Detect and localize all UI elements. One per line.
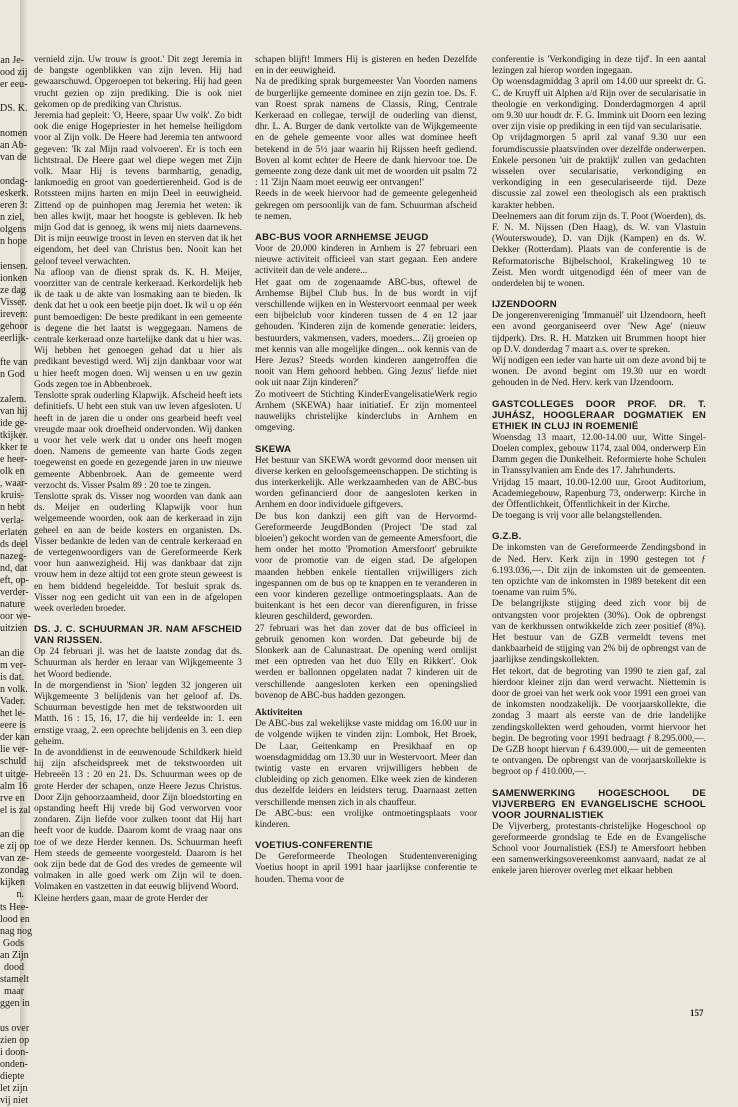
column-2 (255, 55, 477, 886)
cropped-line: eerlijk- (0, 333, 29, 345)
cropped-line: ondag- (0, 175, 28, 187)
cropped-line: eskerk. (0, 188, 29, 200)
cropped-line: oor we- (0, 611, 31, 623)
paragraph: Tenslotte sprak ds. Visser nog woorden van dank aan ds. Meijer en ouderling Klapwijk voor hun welgemeende woorden, ook aan de kerkeraad in zijn geheel en aan de beide kosters en organisten. Ds. Visser bedankte de leden van de centrale kerkeraad en de vertegenwoordigers van de Gereformeerde Kerk voor hun aanwezigheid. Hij was dankbaar dat zijn vrouw hem in deze altijd tot een grote steun geweest is en hem biddend begeleidde. Tot besluit sprak ds. Visser nog een gedicht uit van een in de afgelopen week overleden broeder. (34, 491, 242, 614)
paragraph: Het gaat om de zogenaamde ABC-bus, oftewel de Arnhemse Bijbel Club bus. In de bus wordt in vijf verschillende wijken en in Westervoort eenmaal per week een bijbelclub voor kinderen tussen de 4 en 12 jaar gehouden. 'Kinderen zijn de komende generatie: leiders, bestuurders, vakmensen, vaders, moeders... Zij groeien op met kennis van alle mogelijke dingen... ook kennis van de Here Jezus? Steeds worden kinderen aangetroffen die nooit van Hem gehoord hebben. Ging Jezus' liefde niet ook uit naar Zijn kinderen?' (255, 277, 477, 389)
cropped-line (0, 636, 24, 648)
cropped-line: us over (0, 1022, 30, 1034)
cropped-line: rve en (0, 792, 25, 804)
cropped-line: i doon- (0, 1046, 29, 1058)
cropped-line: kijken (0, 877, 25, 889)
section-heading: SKEWA (255, 443, 292, 455)
cropped-line: olgens (0, 224, 27, 236)
cropped-line: , waar- (0, 478, 28, 490)
paragraph: De jongerenvereniging 'Immanuël' uit IJzendoorn, heeft een avond georganiseerd over 'New Age' (nieuw tijdperk). Drs. R. H. Matzken uit Brummen hoopt hier op D.V. donderdag 7 maart a.s. over te spreken. (492, 311, 706, 355)
cropped-line: eft, op- (0, 575, 29, 587)
cropped-line: kker te (0, 442, 28, 453)
page-number: 157 (690, 1008, 704, 1018)
paragraph: 27 februari was het dan zover dat de bus officieel in gebruik genomen kon worden. Dat gebeurde bij de Slonkerk aan de Calunastraat. De opening werd omlijst met een optreden van het duo 'Elly en Rikkert'. Ook werden er ballonnen opgelaten nadat 7 kinderen uit de verschillende aangesloten kerken een openingslied bovenop de ABC-bus hadden gezongen. (255, 623, 477, 701)
paragraph: Op 24 februari jl. was het de laatste zondag dat ds. Schuurman als herder en leraar van Wijkgemeente 3 het Woord bediende. (34, 647, 242, 680)
cropped-line: zalem. (0, 393, 27, 405)
cropped-line: e heer- (0, 454, 28, 466)
section-heading: SAMENWERKING HOGESCHOOL DE VIJVERBERG EN EVANGELISCHE SCHOOL VOOR JOURNALISTIEK (492, 787, 706, 821)
paragraph: Voor de 20.000 kinderen in Arnhem is 27 februari een nieuwe activiteit officieel van start gegaan. Een andere activiteit dan de vele andere... (255, 244, 477, 277)
cropped-line (0, 91, 24, 103)
cropped-line (0, 164, 24, 176)
cropped-line: n God (0, 369, 25, 381)
cropped-line: an die (0, 647, 25, 659)
paragraph: Jeremia had gepleit: 'O, Heere, spaar Uw volk'. Zo bidt ook die enige Hogepriester in het hemelse heiligdom voor al Zijn volk. De Heere had Jeremia ten antwoord gegeven: 'Ik zal Mijn raad volvoeren'. Er is toch een lichtstraal. De Heere gaat wel diepe wegen met Zijn volk. Maar Hij is tevens barmhartig, genadig, lankmoedig en groot van goedertierenheid. God is de Rotssteen mijns harten en mijn Deel in eeuwigheid. Zittend op de puinhopen mag Jeremia het weten: ik ben alles kwijt, maar het hoogste is gebleven. Ik heb mijn God dat is genoeg, ik wens mij niets daarnevens. Dit is mijn eeuwige troost in leven en sterven dat ik het eigendom, het deel van Christus ben. Nooit kan het geloof teveel verwachten. (34, 111, 242, 267)
section-heading: G.Z.B. (492, 531, 522, 543)
cropped-line: van de (0, 151, 27, 163)
cropped-line: zondag (0, 865, 29, 877)
paragraph: De belangrijkste stijging deed zich voor bij de ontvangsten voor projekten (30%). Ook de opbrengst van de kerkhussen ontwikkelde zich zeer positief (8%). Het bestuur van de GZB vermeldt tevens met dankbaarheid de stijging van 2% bij de opbrengst van de jaarlijkse zendingskollekten. (492, 599, 706, 666)
cropped-line: let zijn (0, 1082, 28, 1094)
cropped-line: n. (16, 889, 24, 901)
cropped-line: alm 16 (0, 780, 28, 792)
cropped-line: dood (4, 962, 24, 974)
cropped-line: ts Hee- (0, 901, 29, 913)
paragraph: Vrijdag 15 maart, 10.00-12.00 uur, Groot Auditorium, Academiegebouw, Rapenburg 73, onderwerp: Kirche in der Öffentlichkeit, Öffentlichkeit in der Kirche. (492, 477, 706, 510)
paragraph: Reeds in de week hiervoor had de gemeente gelegenheid gekregen om persoonlijk van de fam. Schuurman afscheid te nemen. (255, 189, 477, 222)
cropped-line: diepte (0, 1070, 25, 1082)
paragraph: conferentie is 'Verkondiging in deze tijd'. In een aantal lezingen zal hierop worden ingegaan. (492, 55, 706, 77)
paragraph: In de morgendienst in 'Sion' legden 32 jongeren uit Wijkgemeente 3 belijdenis van het geloof af. Ds. Schuurman bevestigde hen met de tekstwoorden uit Matth. 16 : 15, 16, 17, die hij verdeelde in: 1. een ernstige vraag, 2. een oprechte belijdenis en 3. een diep geheim. (34, 680, 242, 747)
cropped-line (0, 345, 24, 357)
cropped-line: nature (0, 599, 25, 611)
column-1 (34, 55, 242, 905)
cropped-line: an die (0, 829, 25, 840)
section-heading: IJZENDOORN (492, 299, 557, 311)
cropped-line: uitzien (0, 623, 28, 635)
cropped-line: e zij op (0, 841, 30, 853)
cropped-line: vij niet (0, 1095, 29, 1107)
cropped-line: Visser. (0, 296, 27, 308)
cropped-line: is dat. (0, 671, 24, 683)
cropped-line: onden- (0, 1058, 28, 1070)
cropped-line: ood zij (0, 67, 28, 79)
subheading: Aktiviteiten (255, 707, 303, 718)
cropped-line: nomen (0, 127, 28, 139)
cropped-line: ggen in (0, 998, 30, 1010)
cropped-line: lie ver- (0, 744, 29, 756)
cropped-line: DS. K. (0, 103, 28, 115)
cropped-line: gehoor (0, 321, 28, 333)
section-heading: ABC-BUS VOOR ARNHEMSE JEUGD (255, 232, 429, 244)
paragraph: Woensdag 13 maart, 12.00-14.00 uur, Witte Singel-Doelen complex, gebouw 1174, zaal 004, onderwerp Ein Damm gegen die Dunkelheit. Reformierte hohe Schulen in Transsylvanien am Ende des 17. Jahrhunderts. (492, 432, 706, 477)
section-heading: DS. J. C. SCHUURMAN JR. NAM AFSCHEID VAN RIJSSEN. (34, 624, 242, 647)
previous-page-cropped-column (0, 55, 32, 1107)
cropped-line: olk en (0, 466, 25, 478)
paragraph: De ABC-bus: een vrolijke ontmoetingsplaats voor kinderen. (255, 808, 477, 830)
paragraph: Kleine herders gaan, maar de grote Herder der (34, 893, 208, 904)
paragraph: De inkomsten van de Gereformeerde Zendingsbond in de Ned. Herv. Kerk zijn in 1990 gestegen tot ƒ 6.193.036,—. Dit zijn de inkomsten uit de gemeenten. ten opzichte van de inkomsten in 1989 betekent dit een toename van ruim 5%. (492, 543, 706, 599)
cropped-line: lood en (0, 913, 30, 925)
cropped-line: an Zijn (0, 949, 29, 961)
cropped-line: verder- (0, 587, 29, 599)
paragraph: Deelnemers aan dit forum zijn ds. T. Poot (Woerden), ds. F. N. M. Nijssen (Den Haag), ds. W. van Vlastuin (Wouterswoude), D. van Dijk (Kampen) en ds. W. Dekker (Rotterdam). Plaats van de conferentie is de Reformatorische Bijbelschool, Krakelingweg 10 te Zeist. Men wordt uitgenodigd één of meer van de onderdelen bij te wonen. (492, 211, 706, 290)
paragraph: Na de prediking sprak burgemeester Van Voorden namens de burgerlijke gemeente dominee en zijn gezin toe. Ds. F. van Roest sprak namens de Classis, Ring, Centrale Kerkeraad en collegae, terwijl de ouderling van dienst, dhr. L. A. Burger de dank vertolkte van de Wijkgemeente en de gehele gemeente voor alles wat dominee heeft betekend in de 5½ jaar waarin hij Rijssen heeft gediend. Boven al komt echter de Heere de dank hiervoor toe. De gemeente zong deze dank uit met de woorden uit psalm 72 : 11 'Zijn Naam moet eeuwig eer ontvangen!' (255, 77, 477, 189)
paragraph: Het bestuur van SKEWA wordt gevormd door mensen uit diverse kerken en geloofsgemeenschappen. De stichting is dus interkerkelijk. Alle werkzaamheden van de ABC-bus worden gefinancierd door de aangesloten kerken in Arnhem en door individuele giftgevers. (255, 455, 477, 511)
cropped-line: ireven: (0, 308, 28, 320)
cropped-line: t uitge- (0, 768, 29, 780)
paragraph: vernield zijn. Uw trouw is groot.' Dit zegt Jeremia in de bangste ogenblikken van zijn leven. Hij had gewaarschuwd. Opgeroepen tot bekering. Hij had geen vrucht gezien op zijn prediking. Die is ook niet gekomen op de prediking van Christus. (34, 55, 242, 110)
cropped-line: n hope (0, 236, 27, 248)
paragraph: Wij nodigen een ieder van harte uit om deze avond bij te wonen. De avond begint om 19.30 uur en wordt gehouden in de Ned. Herv. kerk van IJzendoorn. (492, 356, 706, 389)
cropped-line: an Je- (0, 55, 24, 66)
cropped-line: ds deel (0, 538, 29, 550)
column-3 (492, 55, 706, 878)
cropped-line (0, 382, 24, 394)
paragraph: schapen blijft! Immers Hij is gisteren en heden Dezelfde en in der eeuwigheid. (255, 55, 477, 77)
cropped-line: kruis- (0, 490, 24, 502)
paragraph: In de avonddienst in de eeuwenoude Schildkerk hield hij zijn afscheidspreek met de tekstwoorden uit Hebreeën 13 : 20 en 21. Ds. Schuurman wees op de grote Herder der schapen, onze Heere Jezus Christus. Door Zijn gehoorzaamheid, door Zijn bloedstorting en opstanding heeft Hij vrede bij God verworven voor zondaren. Zijn liefde voor zulken toont dat Hij hart heeft voor de kudde. Daarom komt de vraag naar ons toe of we deze Herder kennen. Ds. Schuurman heeft Hem steeds de gemeente voorgesteld. Daarom is het ook zijn bede dat de God des vredes de gemeente wil volmaken in alle goed werk om Zijn wil te doen. Volmaken en vastzetten in dat eeuwig blijvend Woord. (34, 747, 242, 893)
paragraph: Op woensdagmiddag 3 april om 14.00 uur spreekt dr. G. C. de Kruyff uit Alphen a/d Rijn over de secularisatie in theologie en verkondiging. Donderdagmorgen 4 april om 9.30 uur houdt dr. F. G. Immink uit Doorn een lezing over zijn visie op prediking in een tijd van secularisatie. (492, 77, 706, 133)
cropped-line: nazeg- (0, 550, 27, 562)
cropped-line: eere is (0, 720, 26, 732)
cropped-line: er eeu- (0, 79, 28, 91)
cropped-line: iensen. (0, 260, 29, 272)
paragraph: Na afloop van de dienst sprak ds. K. H. Meijer, voorzitter van de centrale kerkeraad. Kerkordelijk heb ik de taak u de akte van losmaking aan te bieden. Ik denk dat het u ook een beetje pijn doet. Ik wil u op één punt bemoedigen: De beste predikant in een gemeente is degene die het laatst is weggegaan. Namens de centrale kerkeraad onze hartelijke dank dat u hier was. Wij hebben het genoegen gehad dat u hier als predikant bevestigd werd. Wij zijn dankbaar voor wat u hier heeft mogen doen. Wij wensen u en uw gezin Gods zegen toe in Abbenbroek. (34, 267, 242, 390)
paragraph: De bus kon dankzij een gift van de Hervormd-Gereformeerde JeugdBonden (Project 'De stad zal bloeien') gekocht worden van de gemeente Amersfoort, die hem onder het motto 'Promotion Amersfoort' gebruikte voor de promotie van de eigen stad. De afgelopen maanden hebben enkele tientallen vrijwilligers zich ingespannen om de bus op te knappen en te veranderen in een voor kinderen gezellige ontmoetingsplaats. Aan de buitenkant is het een decor van dierenfiguren, in frisse kleuren geschilderd, geworden. (255, 511, 477, 623)
section-heading: GASTCOLLEGES DOOR PROF. DR. T. JUHÁSZ, HOOGLERAAR DOGMATIEK EN ETHIEK IN CLUJ IN ROEMENIË (492, 398, 706, 432)
cropped-line: nd, dat (0, 562, 28, 574)
cropped-line: schuld (0, 756, 27, 768)
cropped-line (0, 115, 24, 127)
paragraph: De Vijverberg, protestants-christelijke Hogeschool op gereformeerde grondslag te Ede en de Evangelische School voor Journalistiek (ESJ) te Amersfoort hebben een samenwerkingsovereenkomst aanvaard, nadat ze al enkele jaren hierover overleg met elkaar hebben (492, 821, 706, 877)
cropped-line: verla- (0, 514, 24, 526)
section-heading: VOETIUS-CONFERENTIE (255, 840, 373, 852)
cropped-line: m ver- (0, 659, 27, 671)
paragraph: Op vrijdagmorgen 5 april zal vanaf 9.30 uur een forumdiscussie plaatsvinden over dezelfde onderwerpen. Enkele personen 'uit de praktijk' zullen van gedachten wisselen over secularisatie, verkondiging en verkondiging in een geseculariseerde tijd. Deze discussie zal zowel een theologisch als een praktisch karakter hebben. (492, 133, 706, 211)
cropped-line (0, 249, 24, 261)
cropped-line: an Ab- (0, 139, 27, 151)
paragraph: Het tekort, dat de begroting van 1990 te zien gaf, zal hierdoor kleiner zijn dan werd verwacht. Niettemin is door de groei van het werk ook voor 1991 een groei van de inkomsten noodzakelijk. De voorjaarskollekte, die zondag 3 maart als eerste van de drie landelijke zendingskollekten werd gehouden, vormt hiervoor het begin. De begroting voor 1991 bedraagt ƒ 8.295.000,—. De GZB hoopt hiervan ƒ 6.439.000,— uit de gemeenten te ontvangen. De opbrengst van de voorjaarskollekte is begroot op ƒ 410.000,—. (492, 666, 706, 778)
cropped-line: maar (4, 986, 24, 998)
paragraph: Tenslotte sprak ouderling Klapwijk. Afscheid heeft iets definitiefs. U hebt een stuk van uw leven afgesloten. U heeft in de jaren die u onder ons gearbeid heeft veel vreugde maar ook droefheid ondervonden. Wij danken u voor het vele werk dat u onder ons heeft mogen doen. Namens de gemeente van harte Gods zegen toegewenst en goede en gezegende jaren in uw nieuwe gemeente Abbenbroek. Aan de gemeente werd verzocht ds. Visser Psalm 89 : 20 toe te zingen. (34, 391, 242, 491)
cropped-line: ide ge- (0, 417, 28, 429)
cropped-line: n ziel, (0, 212, 25, 224)
cropped-line: het le- (0, 708, 26, 720)
paragraph: Zo motiveert de Stichting KinderEvangelisatieWerk regio Arnhem (SKEWA) haar initiatief. Er zijn momenteel nauwelijks christelijke kinderclubs in Arnhem en omgeving. (255, 389, 477, 434)
cropped-line: n volk. (0, 683, 28, 695)
cropped-line (0, 1010, 24, 1022)
cropped-line: eren 3: (0, 200, 28, 212)
cropped-line: van ze- (0, 853, 30, 865)
cropped-line: fte van (0, 357, 28, 369)
cropped-line: stamelt (0, 974, 29, 986)
cropped-line: ze dag (0, 284, 26, 296)
cropped-line: Vader. (0, 695, 26, 707)
cropped-line: ionken (0, 272, 28, 284)
cropped-line: der kan (0, 732, 30, 744)
cropped-line: Gods (2, 937, 24, 949)
cropped-line: nag nog (0, 925, 32, 937)
paragraph: De Gereformeerde Theologen Studentenvereniging Voetius hoopt in april 1991 haar jaarlijkse conferentie te houden. Thema voor de (255, 852, 477, 885)
cropped-line: n hebt (0, 502, 25, 514)
cropped-line: tkijker. (0, 429, 29, 441)
paragraph: De ABC-bus zal wekelijkse vaste middag om 16.00 uur in de volgende wijken te vinden zijn: Lombok, Het Broek, De Laar, Geitenkamp en Presikhaaf en op woensdagmiddag om 13.30 uur in Westervoort. Meer dan twintig vaste en ervaren vrijwilligers hebben de clubleiding op zich genomen. Elke week zien de kinderen dus dezelfde leiders en leidsters terug. Daarnaast zetten verschillende mensen zich in als chauffeur. (255, 719, 477, 808)
cropped-line: zien op (0, 1034, 30, 1046)
cropped-line (0, 817, 24, 829)
cropped-line: erlaten (0, 526, 28, 538)
cropped-line: van hij (0, 405, 28, 417)
cropped-line: el is zal (0, 804, 31, 816)
paragraph: De toegang is vrij voor alle belangstellenden. (492, 511, 662, 522)
